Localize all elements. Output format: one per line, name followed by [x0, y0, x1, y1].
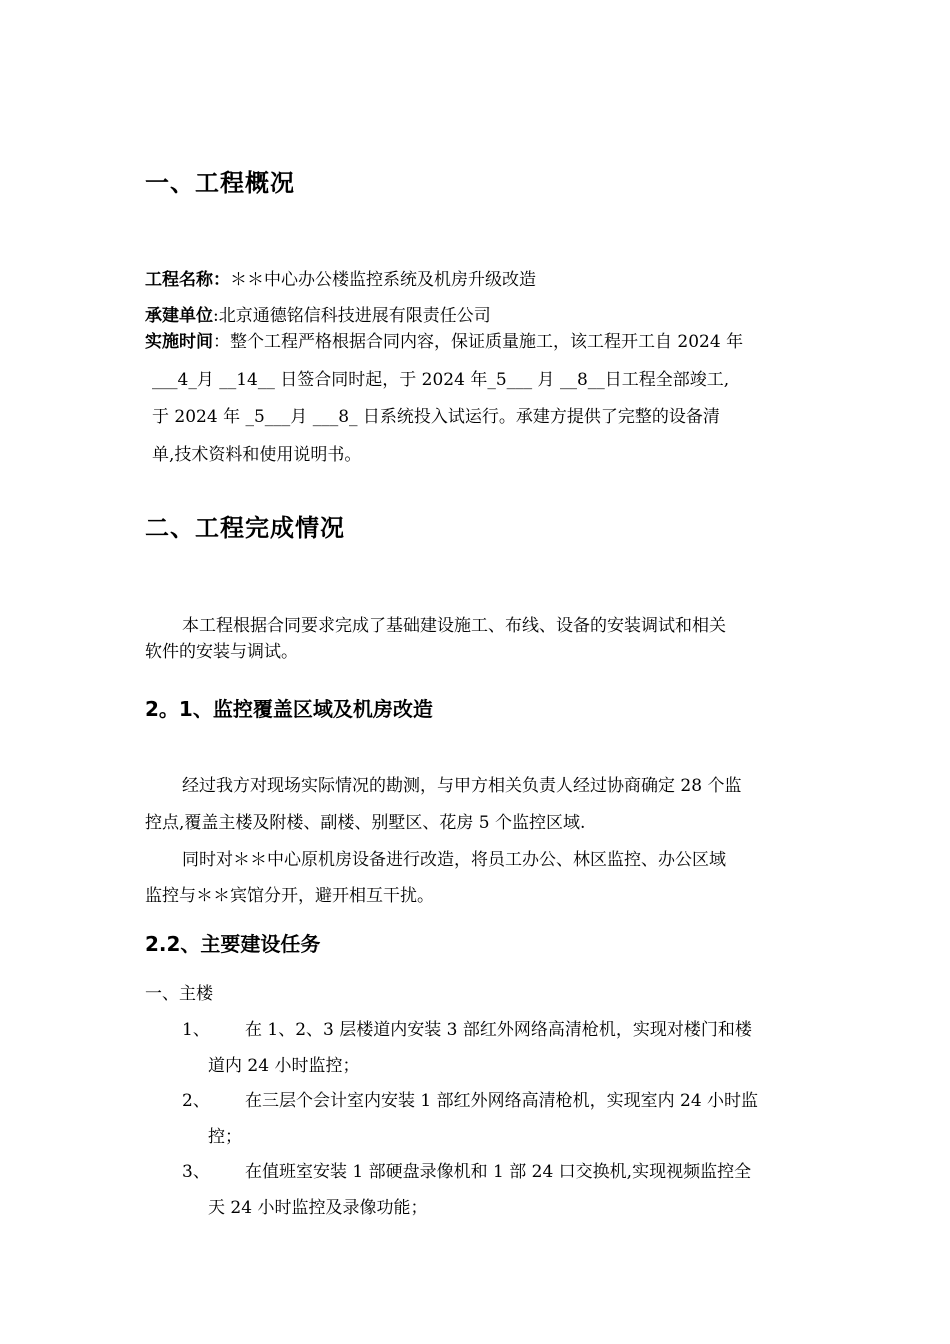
para2-line-2: 监控与＊＊宾馆分开，避开相互干扰。	[145, 886, 434, 906]
contractor-line	[145, 301, 491, 326]
para1-line-2: 控点,覆盖主楼及附楼、副楼、别墅区、花房 5 个监控区域.	[145, 813, 586, 833]
list-item-number: 3、	[182, 1162, 210, 1182]
list-item-number: 2、	[182, 1091, 210, 1111]
list-item-text: 控；	[208, 1127, 242, 1147]
list-item-text: 天 24 小时监控及录像功能；	[208, 1198, 428, 1218]
project-name-line	[145, 265, 536, 290]
intro-line-1: 本工程根据合同要求完成了基础建设施工、布线、设备的安装调试和相关	[182, 616, 726, 636]
section-heading-2-1: 2。1、监控覆盖区域及机房改造	[145, 697, 433, 721]
time-line-1	[145, 327, 743, 352]
section-heading-overview: 一、工程概况	[145, 169, 295, 197]
time-line-3: 于 2024 年 _5___月 ___8_ 日系统投入试运行。承建方提供了完整的设备清	[152, 407, 720, 427]
para2-line-1: 同时对＊＊中心原机房设备进行改造，将员工办公、林区监控、办公区域	[182, 850, 726, 870]
time-line-2: ___4_月 __14__ 日签合同时起，于 2024 年_5___ 月 __8__日工程全部竣工,	[152, 370, 730, 390]
section-heading-completion: 二、工程完成情况	[145, 514, 345, 542]
project-name-label: 工程名称：	[145, 270, 230, 290]
time-text: ：整个工程严格根据合同内容，保证质量施工，该工程开工自 2024 年	[213, 332, 744, 352]
subheading-main-building: 一、主楼	[145, 984, 213, 1004]
para1-line-1: 经过我方对现场实际情况的勘测，与甲方相关负责人经过协商确定 28 个监	[182, 776, 742, 796]
list-item-text: 在值班室安装 1 部硬盘录像机和 1 部 24 口交换机,实现视频监控全	[245, 1162, 752, 1182]
time-line-4: 单,技术资料和使用说明书。	[152, 445, 362, 465]
list-item-number: 1、	[182, 1020, 210, 1040]
contractor-value: :北京通德铭信科技进展有限责任公司	[213, 306, 491, 326]
list-item-text: 在三层个会计室内安装 1 部红外网络高清枪机，实现室内 24 小时监	[245, 1091, 759, 1111]
contractor-label: 承建单位	[145, 306, 213, 326]
list-item-text: 道内 24 小时监控；	[208, 1056, 360, 1076]
section-heading-2-2: 2.2、主要建设任务	[145, 932, 321, 956]
intro-line-2: 软件的安装与调试。	[145, 642, 298, 662]
list-item-text: 在 1、2、3 层楼道内安装 3 部红外网络高清枪机，实现对楼门和楼	[245, 1020, 752, 1040]
time-label: 实施时间	[145, 332, 213, 352]
project-name-value: ＊＊中心办公楼监控系统及机房升级改造	[230, 270, 536, 290]
